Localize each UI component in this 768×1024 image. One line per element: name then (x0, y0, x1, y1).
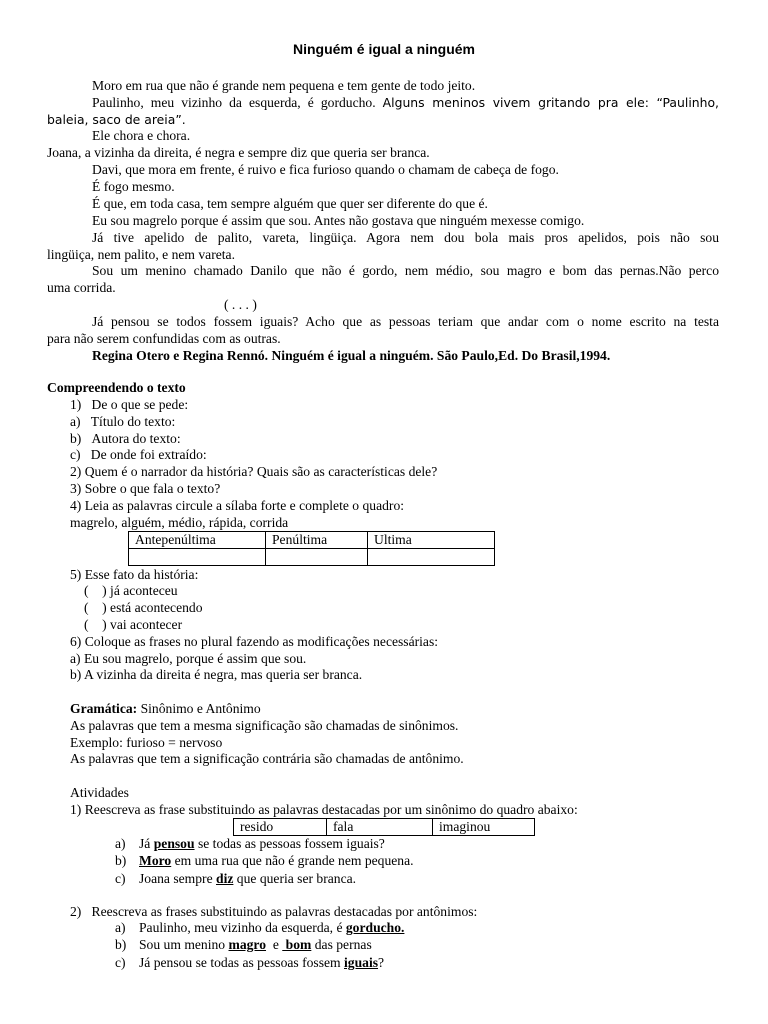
question-6b: b) A vizinha da direita é negra, mas queria ser branca. (70, 667, 363, 682)
question-1b: b) Autora do texto: (70, 431, 181, 446)
synonym-table (233, 818, 535, 836)
story-line-10: Já tive apelido de palito, vareta, lingüiça. Agora nem dou bola mais pros apelidos, pois não sou (92, 230, 719, 245)
activity-2b-text-pre: Sou um menino (139, 937, 229, 952)
story-line-5: Joana, a vizinha da direita, é negra e sempre diz que queria ser branca. (47, 145, 430, 160)
option-esta-acontecendo[interactable]: ( ) está acontecendo (84, 600, 203, 615)
grammar-heading (70, 701, 261, 718)
activity-2a (139, 920, 404, 937)
synonym-resido: resido (234, 819, 327, 836)
question-5: 5) Esse fato da história: (70, 567, 199, 582)
option-ja-aconteceu[interactable]: ( ) já aconteceu (84, 583, 178, 598)
activity-1a-text-pre: Já (139, 836, 154, 851)
grammar-line-2: Exemplo: furioso = nervoso (70, 735, 223, 750)
activity-1a-text-post: se todas as pessoas fossem iguais? (194, 836, 385, 851)
option-vai-acontecer[interactable]: ( ) vai acontecer (84, 617, 183, 632)
activity-2: 2) Reescreva as frases substituindo as palavras destacadas por antônimos: (70, 904, 478, 919)
story-line-9: Eu sou magrelo porque é assim que sou. Antes não gostava que ninguém mexesse comigo. (92, 213, 585, 228)
activity-2a-text-pre: Paulinho, meu vizinho da esquerda, é (139, 920, 346, 935)
highlight-moro: Moro (139, 853, 172, 868)
activity-1c-text-post: que queria ser branca. (233, 871, 357, 886)
story-line-1: Moro em rua que não é grande nem pequena e tem gente de todo jeito. (92, 78, 476, 93)
question-1c: c) De onde foi extraído: (70, 447, 207, 462)
activity-1a-marker: a) (115, 836, 126, 851)
syllable-col-ultima: Ultima (368, 532, 495, 549)
syllable-col-antepenultima: Antepenúltima (129, 532, 266, 549)
grammar-topic: Sinônimo e Antônimo (137, 701, 261, 716)
activity-1a (139, 836, 385, 853)
story-line-7: É fogo mesmo. (92, 179, 175, 194)
activity-1c-marker: c) (115, 871, 126, 886)
highlight-magro: magro (228, 937, 267, 952)
document-title: Ninguém é igual a ninguém (292, 41, 476, 57)
activity-2c (139, 955, 384, 972)
story-line-2 (92, 95, 719, 112)
syllable-answer-cell[interactable] (368, 549, 495, 566)
grammar-line-1: As palavras que tem a mesma significação são chamadas de sinônimos. (70, 718, 459, 733)
question-1: 1) De o que se pede: (70, 397, 189, 412)
story-line-2-sans: Alguns meninos vivem gritando pra ele: “Paulinho, (382, 95, 719, 110)
story-line-3: baleia, saco de areia”. (47, 112, 186, 127)
activity-2a-marker: a) (115, 920, 126, 935)
story-ellipsis: ( . . . ) (224, 297, 257, 312)
activity-2b-text-mid: e (266, 937, 283, 952)
story-line-4: Ele chora e chora. (92, 128, 191, 143)
story-line-13: uma corrida. (47, 280, 116, 295)
story-line-6: Davi, que mora em frente, é ruivo e fica furioso quando o chamam de cabeça de fogo. (92, 162, 559, 177)
question-4: 4) Leia as palavras circule a sílaba forte e complete o quadro: (70, 498, 405, 513)
highlight-diz: diz (216, 871, 234, 886)
question-4-words: magrelo, alguém, médio, rápida, corrida (70, 515, 289, 530)
activities-heading: Atividades (70, 785, 129, 800)
activity-2c-text-pre: Já pensou se todas as pessoas fossem (139, 955, 345, 970)
highlight-bom: bom (282, 937, 312, 952)
activity-2b (139, 937, 372, 954)
syllable-table (128, 531, 495, 566)
question-6a: a) Eu sou magrelo, porque é assim que sou. (70, 651, 307, 666)
story-line-15: para não serem confundidas com as outras. (47, 331, 281, 346)
activity-2c-marker: c) (115, 955, 126, 970)
question-2: 2) Quem é o narrador da história? Quais são as características dele? (70, 464, 438, 479)
highlight-pensou: pensou (153, 836, 195, 851)
activity-2b-marker: b) (115, 937, 127, 952)
grammar-label: Gramática: (70, 701, 138, 716)
synonym-imaginou: imaginou (433, 819, 535, 836)
comprehension-heading: Compreendendo o texto (47, 380, 186, 395)
synonym-table-row (234, 819, 535, 836)
activity-1c-text-pre: Joana sempre (139, 871, 217, 886)
syllable-col-penultima: Penúltima (266, 532, 368, 549)
story-line-8: É que, em toda casa, tem sempre alguém que quer ser diferente do que é. (92, 196, 488, 211)
question-3: 3) Sobre o que fala o texto? (70, 481, 221, 496)
syllable-table-answer-row (129, 549, 495, 566)
activity-2b-text-post: das pernas (311, 937, 372, 952)
grammar-line-3: As palavras que tem a significação contrária são chamadas de antônimo. (70, 751, 464, 766)
story-line-11: lingüiça, nem palito, e nem vareta. (47, 247, 235, 262)
highlight-iguais: iguais (344, 955, 379, 970)
syllable-answer-cell[interactable] (266, 549, 368, 566)
story-line-2-serif: Paulinho, meu vizinho da esquerda, é gorducho. (92, 95, 376, 110)
story-line-12: Sou um menino chamado Danilo que não é gordo, nem médio, sou magro e bom das pernas.Não perco (92, 263, 719, 278)
activity-1b-marker: b) (115, 853, 127, 868)
synonym-fala: fala (327, 819, 433, 836)
syllable-answer-cell[interactable] (129, 549, 266, 566)
activity-2c-text-post: ? (378, 955, 385, 970)
activity-1b-text-post: em uma rua que não é grande nem pequena. (171, 853, 414, 868)
citation: Regina Otero e Regina Rennó. Ninguém é igual a ninguém. São Paulo,Ed. Do Brasil,1994. (92, 348, 611, 363)
syllable-table-header (129, 532, 495, 549)
question-1a: a) Título do texto: (70, 414, 176, 429)
activity-1b (139, 853, 414, 870)
story-line-14: Já pensou se todos fossem iguais? Acho que as pessoas teriam que andar com o nome escrito na testa (92, 314, 719, 329)
highlight-gorducho: gorducho. (345, 920, 405, 935)
activity-1c (139, 871, 356, 888)
activity-1: 1) Reescreva as frase substituindo as palavras destacadas por um sinônimo do quadro abaixo: (70, 802, 578, 817)
question-6: 6) Coloque as frases no plural fazendo as modificações necessárias: (70, 634, 439, 649)
